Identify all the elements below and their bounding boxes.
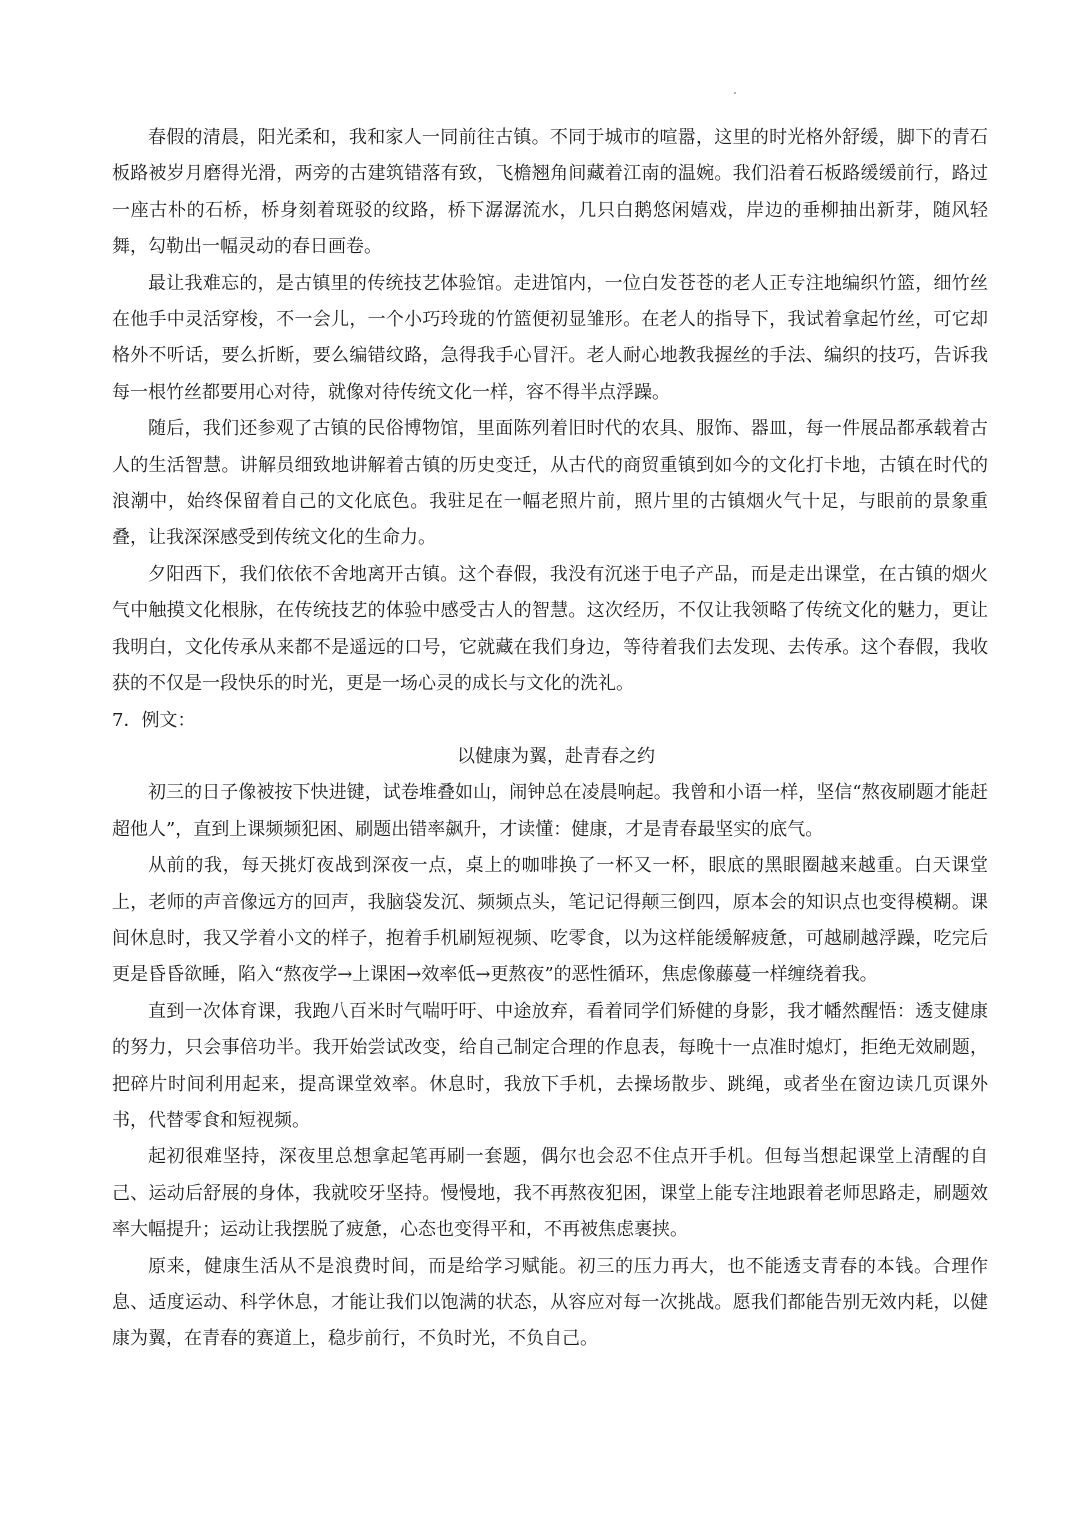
essay-health [112,739,988,1358]
item-number-label: 7．例文： [112,709,196,731]
scan-dot [734,92,736,94]
paragraph: 原来，健康生活从不是浪费时间，而是给学习赋能。初三的压力再大，也不能透支青春的本钱。合理作息、适度运动、科学休息，才能让我们以饱满的状态，从容应对每一次挑战。愿我们都能告别无效内耗，以健康为翼，在青春的赛道上，稳步前行，不负时光，不负自己。 [112,1255,988,1350]
paragraph: 初三的日子像被按下快进键，试卷堆叠如山，闹钟总在凌晨响起。我曾和小语一样，坚信“熬夜刷题才能赶超他人”，直到上课频频犯困、刷题出错率飙升，才读懂：健康，才是青春最坚实的底气。 [112,782,988,840]
essay-title: 以健康为翼，赴青春之约 [457,745,655,767]
paragraph: 最让我难忘的，是古镇里的传统技艺体验馆。走进馆内，一位白发苍苍的老人正专注地编织竹篮，细竹丝在他手中灵活穿梭，不一会儿，一个小巧玲珑的竹篮便初显雏形。在老人的指导下，我试着拿起竹丝，可它却格外不听话，要么折断，要么编错纹路，急得我手心冒汗。老人耐心地教我握丝的手法、编织的技巧，告诉我每一根竹丝都要用心对待，就像对待传统文化一样，容不得半点浮躁。 [112,272,988,403]
paragraph: 起初很难坚持，深夜里总想拿起笔再刷一套题，偶尔也会忍不住点开手机。但每当想起课堂上清醒的自己、运动后舒展的身体，我就咬牙坚持。慢慢地，我不再熬夜犯困，课堂上能专注地跟着老师思路走，刷题效率大幅提升；运动让我摆脱了疲惫，心态也变得平和，不再被焦虑裹挟。 [112,1146,988,1241]
essay-spring-trip [112,120,988,703]
paragraph: 春假的清晨，阳光柔和，我和家人一同前往古镇。不同于城市的喧嚣，这里的时光格外舒缓，脚下的青石板路被岁月磨得光滑，两旁的古建筑错落有致，飞檐翘角间藏着江南的温婉。我们沿着石板路缓缓前行，路过一座古朴的石桥，桥身刻着斑驳的纹路，桥下潺潺流水，几只白鹅悠闲嬉戏，岸边的垂柳抽出新芽，随风轻舞，勾勒出一幅灵动的春日画卷。 [112,127,988,258]
paragraph: 直到一次体育课，我跑八百米时气喘吁吁、中途放弃，看着同学们矫健的身影，我才幡然醒悟：透支健康的努力，只会事倍功半。我开始尝试改变，给自己制定合理的作息表，每晚十一点准时熄灯，拒绝无效刷题，把碎片时间利用起来，提高课堂效率。休息时，我放下手机，去操场散步、跳绳，或者坐在窗边读几页课外书，代替零食和短视频。 [112,1000,988,1131]
paragraph: 从前的我，每天挑灯夜战到深夜一点，桌上的咖啡换了一杯又一杯，眼底的黑眼圈越来越重。白天课堂上，老师的声音像远方的回声，我脑袋发沉、频频点头，笔记记得颠三倒四，原本会的知识点也变得模糊。课间休息时，我又学着小文的样子，抱着手机刷短视频、吃零食，以为这样能缓解疲惫，可越刷越浮躁，吃完后更是昏昏欲睡，陷入“熬夜学→上课困→效率低→更熬夜”的恶性循环，焦虑像藤蔓一样缠绕着我。 [112,855,988,986]
paragraph: 随后，我们还参观了古镇的民俗博物馆，里面陈列着旧时代的农具、服饰、器皿，每一件展品都承载着古人的生活智慧。讲解员细致地讲解着古镇的历史变迁，从古代的商贸重镇到如今的文化打卡地，古镇在时代的浪潮中，始终保留着自己的文化底色。我驻足在一幅老照片前，照片里的古镇烟火气十足，与眼前的景象重叠，让我深深感受到传统文化的生命力。 [112,418,988,549]
paragraph: 夕阳西下，我们依依不舍地离开古镇。这个春假，我没有沉迷于电子产品，而是走出课堂，在古镇的烟火气中触摸文化根脉，在传统技艺的体验中感受古人的智慧。这次经历，不仅让我领略了传统文化的魅力，更让我明白，文化传承从来都不是遥远的口号，它就藏在我们身边，等待着我们去发现、去传承。这个春假，我收获的不仅是一段快乐的时光，更是一场心灵的成长与文化的洗礼。 [112,563,988,695]
document-page [112,120,988,1358]
